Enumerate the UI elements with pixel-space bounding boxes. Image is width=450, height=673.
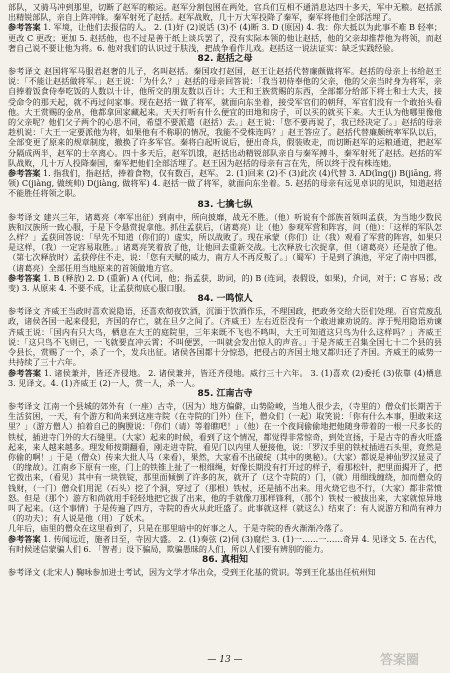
answer-text: 1. 指我们，指赵括，捧着食物，仅有数百，赵军。 2. (1)回来 (2)不 (3)此次 (4)代替 3. AD(ǐng(j) B(jiāng, 将领) C(jiàng, 做统帅) D(jiàng, 做将军) 4. 赵括一做了将军，就面向东坐着。5. 赵括的母亲有远见卓识的见识，知道赵括不能胜任将领之职。	[8, 168, 442, 199]
answer-label: 参考答案	[8, 22, 41, 33]
section-title: 86. 真相知	[201, 554, 249, 565]
document-body	[8, 2, 442, 577]
paragraph: 参考译文 齐威王当政时喜欢说隐语，还喜欢彻夜饮酒，沉湎于饮酒作乐，不理国政，把政务交给大臣们处理。百官荒废乱政，诸侯各国一起来侵犯，齐国的存亡，就在旦夕之间了。（齐威王）左右近臣没有一个敢进谏劝说的。淳于髡用隐语劝谏齐威王说：「国内有只大鸟，栖息在大王的庭院里，三年来既不飞也不鸣叫，大王可知道这只鸟为什么这样吗？」齐威王说：「这只鸟不飞则已，一飞就要直冲云霄；不叫便罢，一叫就会发出惊人的声音。」于是齐威王召集全国七十二个县的县令县长，赏赐了一个，杀了一个，发兵出征。诸侯各国都十分惊恐，把侵占的齐国土地又都归还了齐国。齐威王的威势一共持续了三十六年。	[8, 306, 442, 368]
section-title: 83. 七擒七纵	[197, 199, 253, 210]
answer-text: 1. 诸侯兼并，皆还齐侵地。 2. 诸侯兼并，皆还齐侵地。威行三十六年。 3. (1)喜欢 (2)委托 (3)依靠 (4)栖息 3. 见译文。4. (1)齐威王 (2)一人，赏一人，杀一人。	[8, 367, 442, 388]
answer-paragraph	[8, 22, 442, 53]
answer-text: 1. B (释放) 2. D (重新) A (代词，他；指孟获，助词，的) B (连词，表假设，如果)，介词，对于；C 容易；改变) 3. 从原来 4. 不要不成，让孟获彻底心服口服。	[8, 272, 442, 294]
paragraph: 几年后，庙里的僧众在这里看到了，只是在那里暗中的好事之人，于是寺院的香火渐渐冷落了。	[8, 523, 348, 534]
section-title: 84. 一鸣惊人	[197, 294, 253, 305]
paragraph: 参考译文 建兴三年，诸葛亮（率军出征）到南中，所向披靡，战无不胜。（他）听说有个部族首领叫孟获，为当地少数民族和汉族所一致心服，于是下令悬赏捉拿他。抓住孟获后，（诸葛亮）让（他）参观军营和阵容，问（他）：「这样的军队怎么样？」孟获回答说：「早先不知道（你们的）虚实，所以战败了。现在承蒙（你们）让（我）观看了军营的阵容，如果只是这样，（我）一定容易取胜。」诸葛亮笑着放了他，让他回去重新交战。七次释放七次捉拿，但（诸葛亮）还是放了他。（第七次释放时）孟获停住不走，说：「您有天赋的威力，南方人不再反叛了。」（蜀军）于是到了滇池，平定了南中四郡，（诸葛亮）全部任用当地原来的首领做地方官。	[8, 211, 442, 273]
paragraph: 部队，又骑马冲到那里，切断了赵军的粮运。赵军分割包围在两处，官兵们互相不通消息达四十多天，军中无粮。赵括派出精锐部队，亲自上阵冲锋。秦军射死了赵括。赵军战败，几十万大军投降了秦军，秦军将他们全部活埋了。	[8, 2, 442, 23]
answer-label: 参考答案	[8, 533, 41, 544]
paragraph: 参考译文 赵国将军马服君赵奢的儿子，名叫赵括。秦国攻打赵国，赵王让赵括代替廉颇做将军。赵括的母亲上书给赵王说：「不能让赵括做将军。」赵王说：「为什么？」赵括的母亲回答说：「我当初侍奉他的父亲，他的父亲当时身为将军，亲自捧着饭食侍奉吃饭的人数以十计，他所交的朋友数以百计；大王和王族赏赐的东西，全部都分给部下将士和士大夫，接受命令的那天起，就不再过问家事。现在赵括一做了将军，就面向东坐着，接受军官们的朝拜，军官们没有一个敢抬头看他。大王赏赐的金帛，他都拿回家藏起来。天天打听有什么便宜的田地和房子，可以买的就买下来。大王认为他哪里像他的父亲呢？他们父子两个的心思不同，希望不要派遣（赵括）去。」赵王说：「您不要再说了，我已经决定了。」赵括的母亲趁机说：「大王一定要派他为将，如果他有不称职的情况，我能不受株连吗？」赵王答应了。赵括代替廉颇统率军队以后，全部变更了原来的规章制度，撤换了许多军官。秦将白起听说后，便出奇兵，假装败走，而切断赵军的运粮通道，把赵军分隔成两半，赵军的士卒离心。四十多天后，赵军饥饿，赵括出动精锐部队亲自与秦军搏斗，秦军射死了赵括。赵括的军队战败，几十万人投降秦国，秦军把他们全部活埋了。赵王因为赵括的母亲有言在先，所以终于没有株连她。	[8, 66, 442, 168]
answer-text: 1. 传闻远近，施者日至，寺因大盛。 2. (1)奏弦 (2)伺 (3)腐烂 3. (1)一……一……奇异 4. 见译文 5. 在古代，有时候迷信蒙骗人们 6. 「智者」设下骗局，欺骗愚昧的人们，所以人们要有辨别的能力。	[8, 533, 442, 554]
answer-paragraph	[8, 168, 442, 199]
watermark-text: 答案圈	[380, 653, 420, 668]
answer-label: 参考答案	[8, 272, 41, 283]
answer-text: 1. 军境，让他们去报信的人。 2. (1)好 (2)说话 (3)不 (4)断 3. D (原因) 4. 我：你大抵以为此事不难 B 轻率；更改 C 更改；更加 5. 赵括他，也不过是善于纸上谈兵罢了，没有实际本领的他让赵括，他的父亲却推荐他为将领，而赵奢自己说不要让他为将。6. 他对我们的认识过于肤浅，把战争看作儿戏。赵括这一说法证实：缺乏实践经验。	[8, 22, 442, 53]
answer-paragraph	[8, 534, 442, 554]
section-title: 85. 江南古寺	[197, 388, 253, 399]
paragraph: 参考译文 (北宋人) 鞠咏参加进士考试，因为文学才华出众，受到王化基的赏识。等到王化基出任杭州知	[8, 566, 376, 577]
watermark-logo	[380, 649, 444, 671]
page-number: — 13 —	[207, 655, 243, 665]
section-title: 82. 赵括之母	[197, 54, 253, 65]
answer-paragraph	[8, 368, 442, 388]
paragraph: 参考译文 江南一个县城的郊外有（一座）古寺，（因为）地方偏僻，山势险峻，当地人很少去，（寺里的）僧众们长期苦于生活贫困，一天，有个游方和尚来到这座寺院（在寺院的门外）住下，僧众们（一起）取笑说：「你有什么本事，胆敢来这里？」（游方僧人）拍着自己的胸膛说：「你们（请）等着瞧吧！」（他）在一个夜间偷偷地把他随身带着的一根一尺多长的铁杖，插进寺门外的大石缝里。（大家）起来的时候，看到了这个情况，都觉得非常惊奇，到处宣扬，于是古寺的香火旺盛起来，来人越来越多。理发师按期翻看，刚走进寺院，看见门以内里人便接他，说：「罗汉手里的铁杖插进石头里，竟然是你偷的啊！」于是（僧众）传来大批人马（来看），果然，大家看不出破绽（其中的奥秘）。（大家）都说是神仙罗汉显灵了（的缘故）。江南乡下原有一座，门上的铁锥上扯了一根细绳，好像长期没有打开过的样子，看那松针，把里面揭开了，把它拨出来，（看见）其中有一块铁锭，那里面倾倒了许多的灰，就开了（这个寺院的）门，（就）用细线缠绕，加而僧众的钱财，（一门）僧众们用泥（石头）挖了个洞，穿过了（那根）铁杖，还是插不出来。用火烧它也不行，（大家）都非常愤怒。但是（那个）游方和尚就用手轻轻地把它拔了出来，他的手就像刀那样锋利，（那个）铁杖一被拔出来，大家就惊异地叫了起来。（这个事情）于是传遍了四方，寺院的香火从此旺盛了。此事就这样（就这么）结束了：有人说游方和尚有神力（的功夫）；有人说是他（用）了妖术。	[8, 400, 442, 524]
answer-paragraph	[8, 273, 442, 293]
answer-label: 参考答案	[8, 367, 42, 378]
answer-label: 参考答案	[8, 168, 41, 179]
